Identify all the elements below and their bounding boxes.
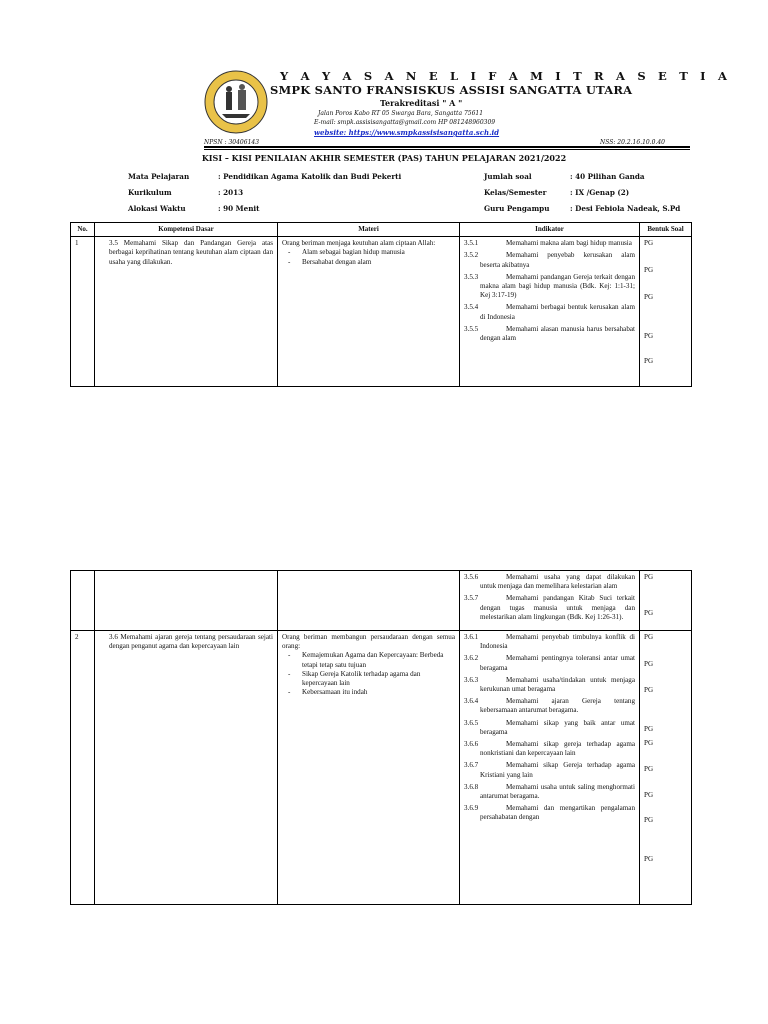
- school-name: SMPK SANTO FRANSISKUS ASSISI SANGATTA UTARA: [270, 83, 633, 97]
- indicator-item: 3.6.2 Memahami pentingnya toleransi antar umat beragama: [464, 654, 635, 672]
- indicator-item: 3.6.7 Memahami sikap Gereja terhadap agama Kristiani yang lain: [464, 761, 635, 779]
- table-row: [71, 571, 692, 631]
- materi-cell: [278, 237, 460, 387]
- indicator-item: 3.5.5 Memahami alasan manusia harus bersahabat dengan alam: [464, 324, 635, 343]
- table-row: [71, 237, 692, 387]
- kisi-table-page2: [70, 570, 692, 905]
- table-header-row: [71, 223, 692, 237]
- indicator-item: 3.6.4 Memahami ajaran Gereja tentang kebersamaan antarumat beragama.: [464, 697, 635, 715]
- header-no: No.: [71, 223, 95, 237]
- indicator-item: 3.5.4 Memahami berbagai bentuk kerusakan alam di Indonesia: [464, 303, 635, 321]
- indicator-item: 3.5.2 Memahami penyebab kerusakan alam beserta akibatnya: [464, 251, 635, 269]
- info-label-mapel: Mata Pelajaran: [128, 172, 190, 181]
- header-indikator: Indikator: [460, 223, 640, 237]
- indicator-item: 3.5.6 Memahami usaha yang dapat dilakukan untuk menjaga dan memelihara kelestarian alam: [464, 573, 635, 591]
- kompetensi-dasar: 3.6 Memahami ajaran gereja tentang persaudaraan sejati dengan penganut agama dan kepercayaan lain: [95, 631, 278, 905]
- npsn: NPSN : 30406143: [204, 139, 260, 146]
- indicator-item: 3.6.6 Memahami sikap gereja terhadap agama nonkristiani dan kepercayaan lain: [464, 740, 635, 758]
- materi-cell: [278, 631, 460, 905]
- indicator-item: 3.6.3 Memahami usaha/tindakan untuk menjaga kerukunan umat beragama: [464, 675, 635, 694]
- materi-intro: Orang beriman menjaga keutuhan alam ciptaan Allah:: [282, 239, 436, 248]
- header-materi: Materi: [278, 223, 460, 237]
- header-bentuk: Bentuk Soal: [640, 223, 692, 237]
- indicator-item: 3.6.1 Memahami penyebab timbulnya konflik di Indonesia: [464, 633, 635, 651]
- school-logo: [204, 70, 268, 134]
- header-rule: [204, 146, 690, 148]
- materi-intro: Orang beriman membangun persaudaraan dengan semua orang:: [282, 633, 455, 651]
- info-value-alokasi: : 90 Menit: [218, 204, 260, 213]
- bentuk-soal-cell: PG PG PG PG PG PG PG PG PG: [640, 631, 692, 905]
- nss: NSS: 20.2.16.10.0.40: [600, 139, 666, 146]
- row-number: 2: [71, 631, 95, 905]
- info-value-kelas: : IX /Genap (2): [570, 188, 630, 197]
- info-label-kelas: Kelas/Semester: [484, 188, 547, 197]
- accreditation: Terakreditasi " A ": [380, 98, 463, 108]
- bentuk-soal-cell: PG PG: [640, 571, 692, 631]
- info-value-kurikulum: : 2013: [218, 188, 244, 197]
- indicator-item: 3.6.5 Memahami sikap yang baik antar umat beragama: [464, 718, 635, 736]
- header-rule-thin: [204, 149, 690, 150]
- materi-item: - Kebersamaan itu indah: [288, 688, 368, 697]
- foundation-name: Y A Y A S A N E L I F A M I T R A S E T I A: [280, 69, 732, 83]
- info-value-jumlah: : 40 Pilihan Ganda: [570, 172, 645, 181]
- materi-item: - Sikap Gereja Katolik terhadap agama dan kepercayaan lain: [288, 669, 421, 688]
- info-value-guru: : Desi Febiola Nadeak, S.Pd: [570, 204, 681, 213]
- indikator-cell: [460, 571, 640, 631]
- table-row: [71, 631, 692, 905]
- materi-item: - Alam sebagai bagian hidup manusia: [288, 248, 405, 257]
- info-label-jumlah: Jumlah soal: [484, 172, 532, 181]
- indicator-item: 3.6.9 Memahami dan mengartikan pengalaman persahabatan dengan: [464, 804, 635, 822]
- school-address: Jalan Poros Kabo RT 05 Swarga Bara, Sangatta 75611: [318, 110, 484, 117]
- row-number: 1: [71, 237, 95, 387]
- bentuk-soal-cell: PG PG PG PG PG: [640, 237, 692, 387]
- school-website-link[interactable]: website: https://www.smpkassisisangatta.sch.id: [314, 128, 500, 137]
- materi-item: - Bersahabat dengan alam: [288, 257, 372, 266]
- kompetensi-dasar: 3.5 Memahami Sikap dan Pandangan Gereja atas berbagai keprihatinan tentang keutuhan alam ciptaan dan usaha yang dilakukan.: [95, 237, 278, 387]
- header-kd: Kompetensi Dasar: [95, 223, 278, 237]
- indikator-cell: [460, 237, 640, 387]
- info-label-guru: Guru Pengampu: [484, 204, 550, 213]
- indicator-item: 3.5.3 Memahami pandangan Gereja terkait dengan makna alam bagi hidup manusia (Bdk. Kej: 1:1-31; Kej 3:17-19): [464, 272, 635, 300]
- indicator-item: 3.6.8 Memahami usaha untuk saling menghormati antarumat beragama.: [464, 782, 635, 801]
- indikator-cell: [460, 631, 640, 905]
- materi-item: - Kemajemukan Agama dan Kepercayaan: Berbeda tetapi tetap satu tujuan: [288, 651, 444, 669]
- indicator-item: 3.5.7 Memahami pandangan Kitab Suci terkait dengan tugas manusia untuk menjaga dan melestarikan alam lingkungan (Bdk. Kej 1:26-31).: [464, 594, 635, 621]
- school-contact: E-mail: smpk.assisisangatta@gmail.com HP 081248960309: [314, 119, 496, 126]
- indicator-item: 3.5.1 Memahami makna alam bagi hidup manusia: [464, 239, 632, 248]
- info-label-kurikulum: Kurikulum: [128, 188, 172, 197]
- info-label-alokasi: Alokasi Waktu: [128, 204, 186, 213]
- kisi-table-page1: [70, 222, 692, 387]
- info-value-mapel: : Pendidikan Agama Katolik dan Budi Pekerti: [218, 172, 402, 181]
- document-title: KISI – KISI PENILAIAN AKHIR SEMESTER (PAS) TAHUN PELAJARAN 2021/2022: [201, 153, 567, 163]
